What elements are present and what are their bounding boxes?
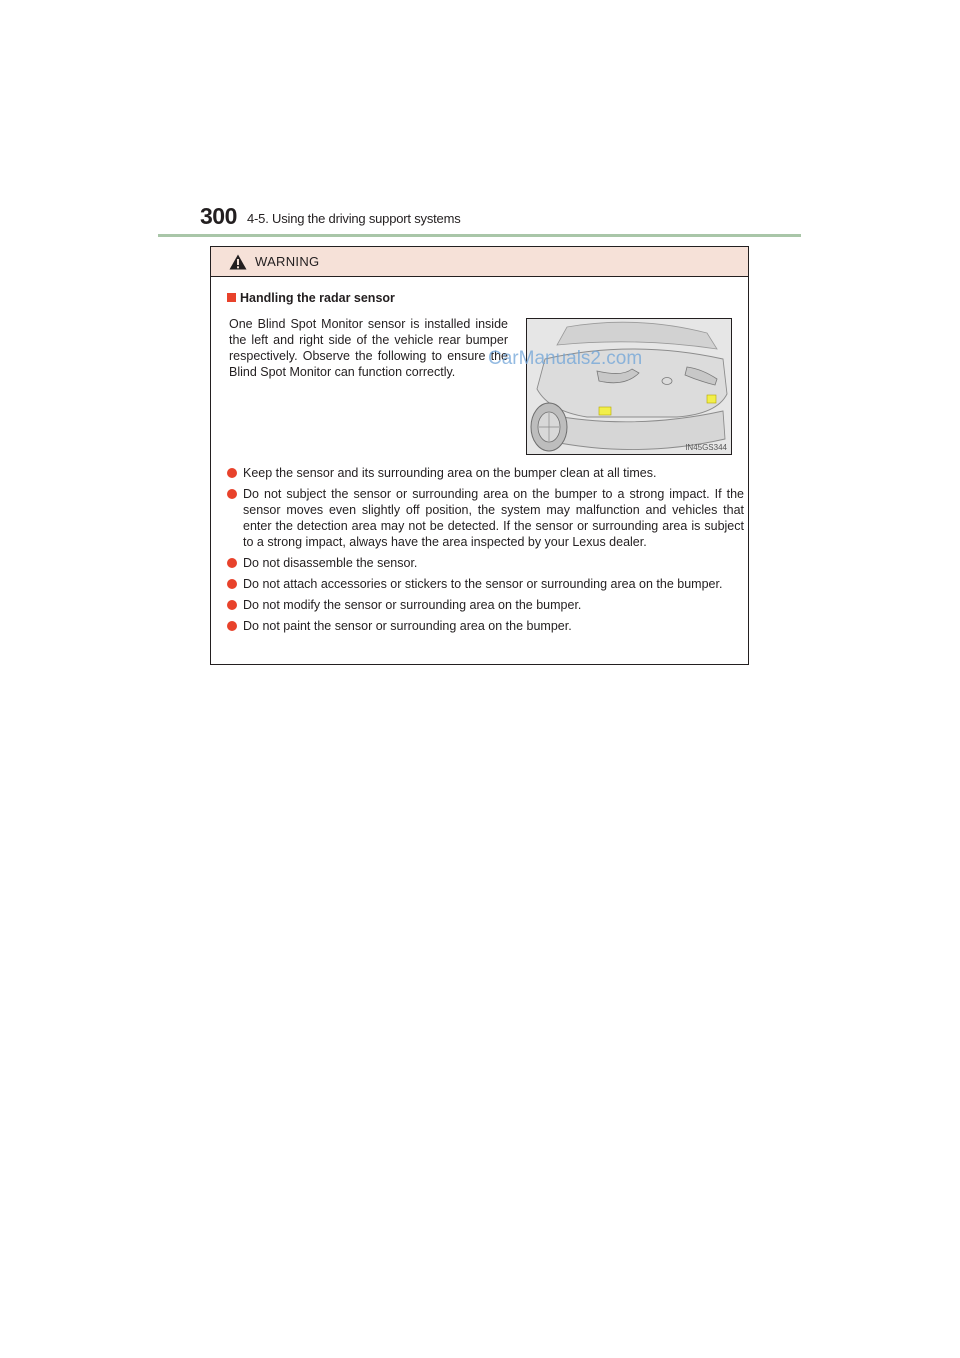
list-item: Do not subject the sensor or surrounding area on the bumper to a strong impact. If the sensor moves even slightly off position, the system may malfunction and vehicles that enter the detection area may not be detected. If the sensor or surrounding area is subject to a strong impact, always have the area inspected by your Lexus dealer. <box>227 486 744 550</box>
page-number: 300 <box>200 203 237 229</box>
list-item: Do not disassemble the sensor. <box>227 555 744 571</box>
bullet-dot-icon <box>227 621 237 631</box>
square-bullet-icon <box>227 293 236 302</box>
intro-paragraph: One Blind Spot Monitor sensor is installed inside the left and right side of the vehicle rear bumper respectively. Observe the following to ensure the Blind Spot Monitor can function correctly. <box>229 317 508 379</box>
warning-box <box>210 246 749 665</box>
figure-code: IN45GS344 <box>685 443 727 452</box>
left-sensor-highlight <box>599 407 611 415</box>
warning-heading-text: Handling the radar sensor <box>240 291 395 305</box>
warning-header <box>211 247 748 277</box>
bullet-list <box>227 465 744 639</box>
list-item: Do not modify the sensor or surrounding area on the bumper. <box>227 597 744 613</box>
car-rear-illustration <box>526 318 732 455</box>
bullet-dot-icon <box>227 600 237 610</box>
section-title: 4-5. Using the driving support systems <box>247 211 461 226</box>
right-sensor-highlight <box>707 395 716 403</box>
header-rule <box>158 234 801 237</box>
warning-heading <box>227 291 395 305</box>
bullet-dot-icon <box>227 558 237 568</box>
warning-label: WARNING <box>255 254 320 269</box>
watermark: CarManuals2.com <box>488 348 643 369</box>
bullet-dot-icon <box>227 579 237 589</box>
bullet-dot-icon <box>227 489 237 499</box>
bullet-dot-icon <box>227 468 237 478</box>
car-rear-drawing <box>527 319 731 454</box>
warning-triangle-icon <box>229 254 247 270</box>
list-item: Do not paint the sensor or surrounding area on the bumper. <box>227 618 744 634</box>
list-item: Keep the sensor and its surrounding area on the bumper clean at all times. <box>227 465 744 481</box>
list-item: Do not attach accessories or stickers to the sensor or surrounding area on the bumper. <box>227 576 744 592</box>
